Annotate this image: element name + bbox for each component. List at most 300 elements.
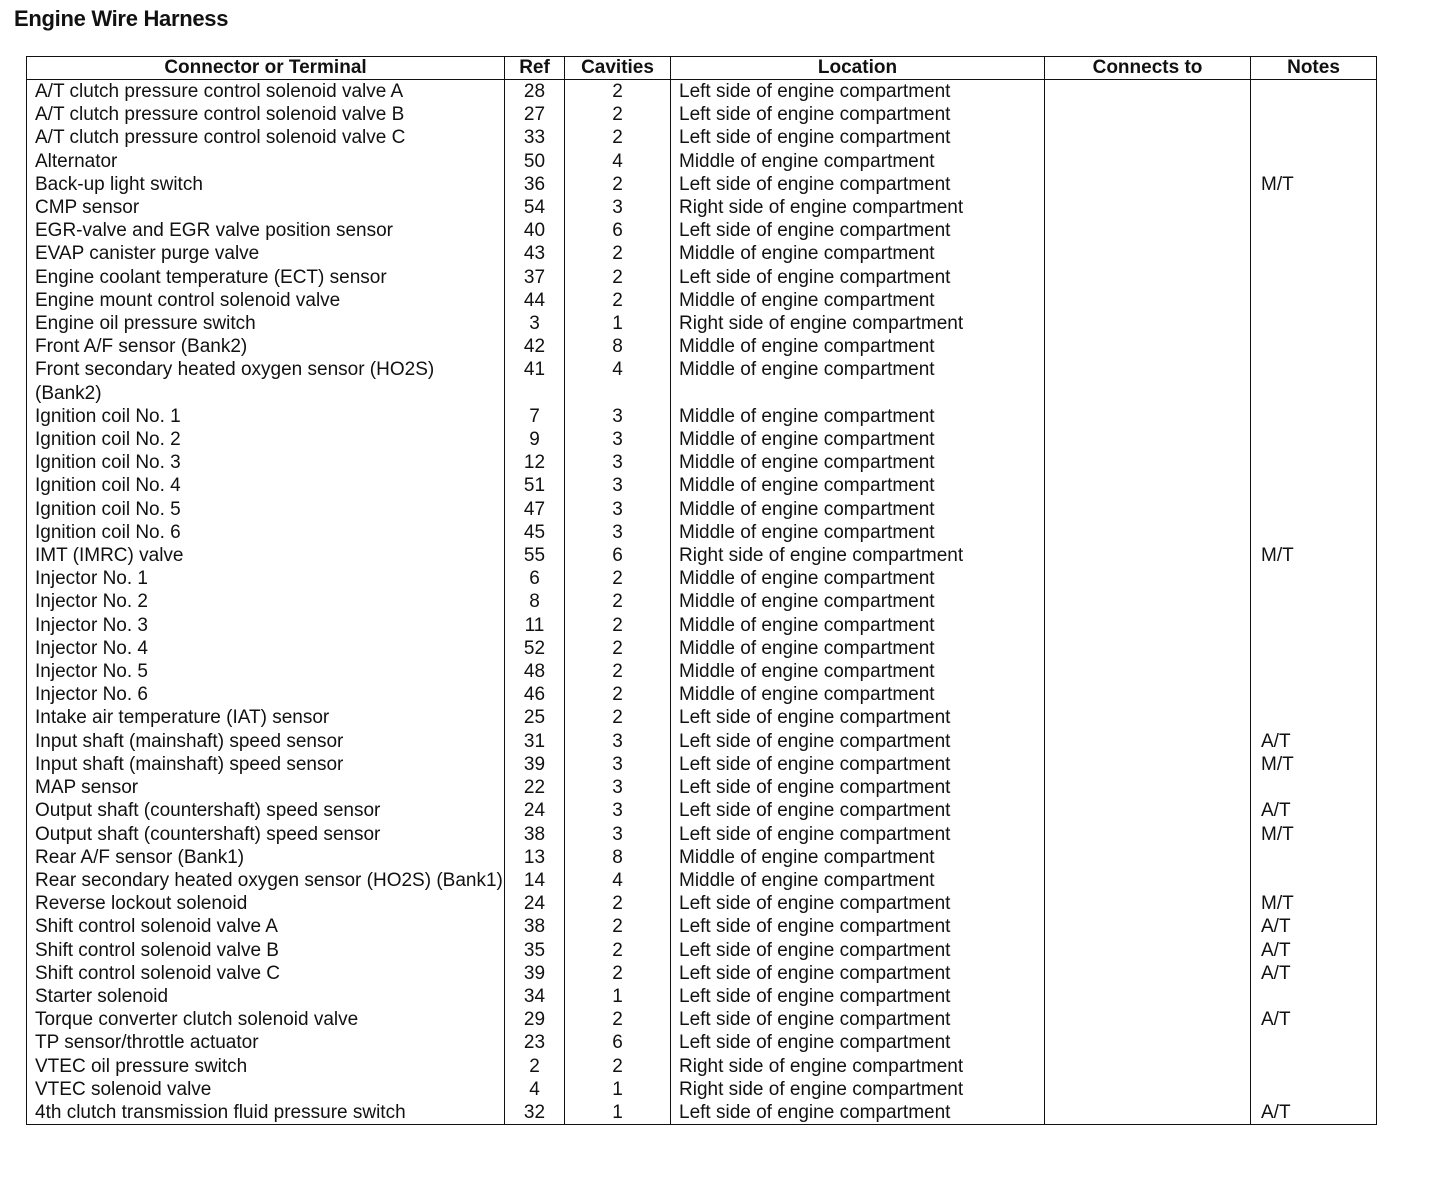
cell-connector: Front secondary heated oxygen sensor (HO2S) (Bank2) xyxy=(27,358,505,404)
cell-connects-to xyxy=(1045,799,1251,822)
cell-location: Right side of engine compartment xyxy=(671,1055,1045,1078)
cell-notes: A/T xyxy=(1251,962,1377,985)
cell-connector: Ignition coil No. 5 xyxy=(27,498,505,521)
cell-location: Left side of engine compartment xyxy=(671,962,1045,985)
cell-notes xyxy=(1251,242,1377,265)
cell-cavities: 4 xyxy=(565,150,671,173)
cell-location: Left side of engine compartment xyxy=(671,219,1045,242)
cell-notes xyxy=(1251,196,1377,219)
cell-connects-to xyxy=(1045,80,1251,104)
cell-ref: 27 xyxy=(505,103,565,126)
cell-notes: M/T xyxy=(1251,173,1377,196)
cell-connector: VTEC oil pressure switch xyxy=(27,1055,505,1078)
cell-connector: Injector No. 3 xyxy=(27,614,505,637)
cell-location: Middle of engine compartment xyxy=(671,335,1045,358)
cell-notes xyxy=(1251,219,1377,242)
cell-connects-to xyxy=(1045,985,1251,1008)
table-row xyxy=(27,753,1377,776)
cell-cavities: 2 xyxy=(565,1055,671,1078)
cell-connector: Shift control solenoid valve C xyxy=(27,962,505,985)
cell-location: Right side of engine compartment xyxy=(671,1078,1045,1101)
cell-cavities: 2 xyxy=(565,242,671,265)
cell-connects-to xyxy=(1045,614,1251,637)
cell-location: Middle of engine compartment xyxy=(671,451,1045,474)
table-row xyxy=(27,637,1377,660)
cell-notes: A/T xyxy=(1251,799,1377,822)
cell-connector: Reverse lockout solenoid xyxy=(27,892,505,915)
cell-connector: Injector No. 1 xyxy=(27,567,505,590)
cell-connector: IMT (IMRC) valve xyxy=(27,544,505,567)
cell-connector: A/T clutch pressure control solenoid valve C xyxy=(27,126,505,149)
header-row xyxy=(27,57,1377,80)
cell-location: Left side of engine compartment xyxy=(671,706,1045,729)
cell-connector: TP sensor/throttle actuator xyxy=(27,1031,505,1054)
cell-connects-to xyxy=(1045,451,1251,474)
table-header xyxy=(27,57,1377,80)
cell-connector: EVAP canister purge valve xyxy=(27,242,505,265)
table-row xyxy=(27,660,1377,683)
table-row xyxy=(27,939,1377,962)
cell-location: Left side of engine compartment xyxy=(671,939,1045,962)
cell-ref: 54 xyxy=(505,196,565,219)
cell-location: Left side of engine compartment xyxy=(671,266,1045,289)
cell-notes xyxy=(1251,103,1377,126)
cell-cavities: 3 xyxy=(565,730,671,753)
cell-ref: 25 xyxy=(505,706,565,729)
cell-connects-to xyxy=(1045,289,1251,312)
table-row xyxy=(27,358,1377,404)
table-row xyxy=(27,614,1377,637)
table-row xyxy=(27,730,1377,753)
cell-cavities: 2 xyxy=(565,266,671,289)
cell-cavities: 2 xyxy=(565,173,671,196)
cell-notes xyxy=(1251,451,1377,474)
cell-connector: Input shaft (mainshaft) speed sensor xyxy=(27,753,505,776)
cell-location: Middle of engine compartment xyxy=(671,150,1045,173)
cell-ref: 51 xyxy=(505,474,565,497)
cell-connects-to xyxy=(1045,358,1251,404)
cell-location: Left side of engine compartment xyxy=(671,776,1045,799)
cell-connects-to xyxy=(1045,962,1251,985)
cell-ref: 2 xyxy=(505,1055,565,1078)
cell-notes xyxy=(1251,428,1377,451)
cell-connects-to xyxy=(1045,660,1251,683)
cell-connector: A/T clutch pressure control solenoid valve A xyxy=(27,80,505,104)
cell-connector: Injector No. 2 xyxy=(27,590,505,613)
cell-location: Middle of engine compartment xyxy=(671,498,1045,521)
cell-notes: M/T xyxy=(1251,823,1377,846)
cell-connector: EGR-valve and EGR valve position sensor xyxy=(27,219,505,242)
cell-notes xyxy=(1251,985,1377,1008)
cell-ref: 48 xyxy=(505,660,565,683)
cell-connects-to xyxy=(1045,196,1251,219)
cell-cavities: 3 xyxy=(565,776,671,799)
cell-connects-to xyxy=(1045,637,1251,660)
cell-connects-to xyxy=(1045,103,1251,126)
cell-connects-to xyxy=(1045,915,1251,938)
cell-ref: 36 xyxy=(505,173,565,196)
cell-location: Middle of engine compartment xyxy=(671,358,1045,404)
cell-location: Middle of engine compartment xyxy=(671,637,1045,660)
table-row xyxy=(27,266,1377,289)
cell-connects-to xyxy=(1045,521,1251,544)
cell-ref: 55 xyxy=(505,544,565,567)
cell-connects-to xyxy=(1045,939,1251,962)
cell-location: Middle of engine compartment xyxy=(671,474,1045,497)
cell-location: Middle of engine compartment xyxy=(671,590,1045,613)
cell-connects-to xyxy=(1045,730,1251,753)
cell-connector: A/T clutch pressure control solenoid valve B xyxy=(27,103,505,126)
table-row xyxy=(27,498,1377,521)
table-row xyxy=(27,1031,1377,1054)
cell-ref: 8 xyxy=(505,590,565,613)
cell-location: Middle of engine compartment xyxy=(671,660,1045,683)
table-row xyxy=(27,962,1377,985)
harness-table xyxy=(26,56,1377,1125)
cell-notes: A/T xyxy=(1251,730,1377,753)
cell-location: Right side of engine compartment xyxy=(671,196,1045,219)
table-row xyxy=(27,1078,1377,1101)
cell-cavities: 2 xyxy=(565,567,671,590)
table-row xyxy=(27,799,1377,822)
cell-notes xyxy=(1251,1055,1377,1078)
cell-notes: M/T xyxy=(1251,892,1377,915)
cell-ref: 50 xyxy=(505,150,565,173)
cell-ref: 52 xyxy=(505,637,565,660)
cell-ref: 24 xyxy=(505,799,565,822)
table-row xyxy=(27,451,1377,474)
cell-notes xyxy=(1251,335,1377,358)
cell-connector: Ignition coil No. 4 xyxy=(27,474,505,497)
cell-connector: Ignition coil No. 6 xyxy=(27,521,505,544)
cell-cavities: 2 xyxy=(565,614,671,637)
cell-location: Middle of engine compartment xyxy=(671,614,1045,637)
table-row xyxy=(27,428,1377,451)
cell-connects-to xyxy=(1045,266,1251,289)
table-row xyxy=(27,289,1377,312)
cell-connects-to xyxy=(1045,428,1251,451)
cell-connects-to xyxy=(1045,1055,1251,1078)
cell-connects-to xyxy=(1045,405,1251,428)
cell-ref: 41 xyxy=(505,358,565,404)
cell-cavities: 8 xyxy=(565,846,671,869)
header-notes: Notes xyxy=(1251,57,1377,80)
cell-connects-to xyxy=(1045,823,1251,846)
cell-connects-to xyxy=(1045,846,1251,869)
table-row xyxy=(27,196,1377,219)
cell-notes xyxy=(1251,521,1377,544)
cell-cavities: 2 xyxy=(565,126,671,149)
cell-ref: 46 xyxy=(505,683,565,706)
cell-ref: 29 xyxy=(505,1008,565,1031)
cell-connects-to xyxy=(1045,126,1251,149)
table-row xyxy=(27,1055,1377,1078)
cell-connector: Engine mount control solenoid valve xyxy=(27,289,505,312)
cell-cavities: 2 xyxy=(565,892,671,915)
header-ref: Ref xyxy=(505,57,565,80)
cell-connector: Ignition coil No. 3 xyxy=(27,451,505,474)
cell-connects-to xyxy=(1045,544,1251,567)
cell-location: Left side of engine compartment xyxy=(671,80,1045,104)
cell-ref: 3 xyxy=(505,312,565,335)
cell-ref: 47 xyxy=(505,498,565,521)
cell-cavities: 2 xyxy=(565,1008,671,1031)
cell-location: Left side of engine compartment xyxy=(671,799,1045,822)
cell-connector: 4th clutch transmission fluid pressure switch xyxy=(27,1101,505,1125)
table-row xyxy=(27,150,1377,173)
cell-location: Left side of engine compartment xyxy=(671,1031,1045,1054)
table-row xyxy=(27,103,1377,126)
cell-notes xyxy=(1251,683,1377,706)
cell-cavities: 3 xyxy=(565,799,671,822)
cell-location: Middle of engine compartment xyxy=(671,869,1045,892)
cell-connector: Rear secondary heated oxygen sensor (HO2S) (Bank1) xyxy=(27,869,505,892)
cell-notes xyxy=(1251,614,1377,637)
cell-ref: 28 xyxy=(505,80,565,104)
cell-cavities: 3 xyxy=(565,753,671,776)
table-row xyxy=(27,80,1377,104)
cell-connector: Back-up light switch xyxy=(27,173,505,196)
cell-location: Left side of engine compartment xyxy=(671,173,1045,196)
table-body xyxy=(27,80,1377,1125)
cell-notes xyxy=(1251,660,1377,683)
cell-connects-to xyxy=(1045,683,1251,706)
cell-connects-to xyxy=(1045,706,1251,729)
cell-connector: Ignition coil No. 2 xyxy=(27,428,505,451)
cell-location: Middle of engine compartment xyxy=(671,428,1045,451)
cell-cavities: 6 xyxy=(565,1031,671,1054)
cell-notes: A/T xyxy=(1251,939,1377,962)
header-location: Location xyxy=(671,57,1045,80)
cell-location: Left side of engine compartment xyxy=(671,823,1045,846)
table-row xyxy=(27,312,1377,335)
cell-connects-to xyxy=(1045,1008,1251,1031)
cell-notes xyxy=(1251,358,1377,404)
cell-notes xyxy=(1251,590,1377,613)
cell-ref: 33 xyxy=(505,126,565,149)
cell-location: Left side of engine compartment xyxy=(671,1101,1045,1125)
cell-ref: 37 xyxy=(505,266,565,289)
cell-notes: M/T xyxy=(1251,544,1377,567)
cell-ref: 40 xyxy=(505,219,565,242)
cell-cavities: 1 xyxy=(565,1101,671,1125)
cell-location: Middle of engine compartment xyxy=(671,289,1045,312)
cell-location: Left side of engine compartment xyxy=(671,730,1045,753)
cell-connects-to xyxy=(1045,335,1251,358)
cell-location: Middle of engine compartment xyxy=(671,846,1045,869)
cell-connector: Shift control solenoid valve A xyxy=(27,915,505,938)
cell-connector: Alternator xyxy=(27,150,505,173)
cell-connector: Intake air temperature (IAT) sensor xyxy=(27,706,505,729)
cell-connector: Rear A/F sensor (Bank1) xyxy=(27,846,505,869)
cell-connector: Engine coolant temperature (ECT) sensor xyxy=(27,266,505,289)
cell-connects-to xyxy=(1045,892,1251,915)
cell-notes xyxy=(1251,706,1377,729)
cell-ref: 43 xyxy=(505,242,565,265)
page-title: Engine Wire Harness xyxy=(14,6,229,31)
cell-connector: Ignition coil No. 1 xyxy=(27,405,505,428)
cell-ref: 31 xyxy=(505,730,565,753)
table-row xyxy=(27,521,1377,544)
cell-ref: 32 xyxy=(505,1101,565,1125)
cell-location: Right side of engine compartment xyxy=(671,544,1045,567)
cell-connects-to xyxy=(1045,312,1251,335)
cell-cavities: 3 xyxy=(565,428,671,451)
table-row xyxy=(27,985,1377,1008)
cell-connector: Starter solenoid xyxy=(27,985,505,1008)
cell-ref: 39 xyxy=(505,962,565,985)
cell-connector: Front A/F sensor (Bank2) xyxy=(27,335,505,358)
cell-cavities: 3 xyxy=(565,823,671,846)
cell-connects-to xyxy=(1045,173,1251,196)
cell-cavities: 2 xyxy=(565,289,671,312)
cell-cavities: 2 xyxy=(565,706,671,729)
cell-notes: A/T xyxy=(1251,1101,1377,1125)
cell-ref: 35 xyxy=(505,939,565,962)
table-row xyxy=(27,474,1377,497)
table-row xyxy=(27,776,1377,799)
table-row xyxy=(27,706,1377,729)
cell-notes xyxy=(1251,1078,1377,1101)
cell-location: Middle of engine compartment xyxy=(671,683,1045,706)
cell-connector: Output shaft (countershaft) speed sensor xyxy=(27,799,505,822)
cell-connects-to xyxy=(1045,242,1251,265)
cell-notes: M/T xyxy=(1251,753,1377,776)
cell-cavities: 2 xyxy=(565,637,671,660)
cell-ref: 23 xyxy=(505,1031,565,1054)
cell-notes xyxy=(1251,289,1377,312)
cell-notes xyxy=(1251,869,1377,892)
cell-connector: CMP sensor xyxy=(27,196,505,219)
cell-ref: 14 xyxy=(505,869,565,892)
cell-notes: A/T xyxy=(1251,1008,1377,1031)
cell-connector: MAP sensor xyxy=(27,776,505,799)
cell-notes: A/T xyxy=(1251,915,1377,938)
cell-connector: Output shaft (countershaft) speed sensor xyxy=(27,823,505,846)
cell-cavities: 3 xyxy=(565,498,671,521)
table-row xyxy=(27,567,1377,590)
cell-ref: 7 xyxy=(505,405,565,428)
table-row xyxy=(27,405,1377,428)
table-row xyxy=(27,823,1377,846)
cell-notes xyxy=(1251,312,1377,335)
cell-cavities: 2 xyxy=(565,962,671,985)
cell-connector: Input shaft (mainshaft) speed sensor xyxy=(27,730,505,753)
cell-ref: 38 xyxy=(505,823,565,846)
cell-notes xyxy=(1251,567,1377,590)
header-connector: Connector or Terminal xyxy=(27,57,505,80)
cell-connector: Torque converter clutch solenoid valve xyxy=(27,1008,505,1031)
cell-ref: 42 xyxy=(505,335,565,358)
cell-ref: 13 xyxy=(505,846,565,869)
cell-cavities: 1 xyxy=(565,312,671,335)
cell-cavities: 3 xyxy=(565,521,671,544)
cell-ref: 39 xyxy=(505,753,565,776)
cell-location: Left side of engine compartment xyxy=(671,985,1045,1008)
cell-connects-to xyxy=(1045,1101,1251,1125)
cell-ref: 22 xyxy=(505,776,565,799)
cell-ref: 38 xyxy=(505,915,565,938)
cell-cavities: 2 xyxy=(565,103,671,126)
cell-connector: VTEC solenoid valve xyxy=(27,1078,505,1101)
cell-notes xyxy=(1251,266,1377,289)
cell-notes xyxy=(1251,126,1377,149)
cell-connects-to xyxy=(1045,869,1251,892)
cell-location: Left side of engine compartment xyxy=(671,103,1045,126)
cell-ref: 12 xyxy=(505,451,565,474)
cell-cavities: 6 xyxy=(565,544,671,567)
table-row xyxy=(27,915,1377,938)
cell-cavities: 3 xyxy=(565,451,671,474)
table-row xyxy=(27,892,1377,915)
cell-location: Middle of engine compartment xyxy=(671,405,1045,428)
cell-notes xyxy=(1251,80,1377,104)
cell-notes xyxy=(1251,1031,1377,1054)
header-connects-to: Connects to xyxy=(1045,57,1251,80)
cell-ref: 34 xyxy=(505,985,565,1008)
cell-cavities: 3 xyxy=(565,474,671,497)
cell-location: Left side of engine compartment xyxy=(671,1008,1045,1031)
cell-connects-to xyxy=(1045,753,1251,776)
cell-ref: 11 xyxy=(505,614,565,637)
cell-cavities: 2 xyxy=(565,80,671,104)
table-row xyxy=(27,219,1377,242)
cell-connects-to xyxy=(1045,474,1251,497)
cell-ref: 44 xyxy=(505,289,565,312)
cell-connector: Injector No. 4 xyxy=(27,637,505,660)
cell-notes xyxy=(1251,637,1377,660)
cell-ref: 4 xyxy=(505,1078,565,1101)
cell-ref: 6 xyxy=(505,567,565,590)
cell-connects-to xyxy=(1045,590,1251,613)
cell-cavities: 4 xyxy=(565,869,671,892)
table-row xyxy=(27,683,1377,706)
cell-ref: 24 xyxy=(505,892,565,915)
table-row xyxy=(27,544,1377,567)
table-row xyxy=(27,869,1377,892)
cell-connects-to xyxy=(1045,150,1251,173)
cell-cavities: 3 xyxy=(565,196,671,219)
cell-notes xyxy=(1251,150,1377,173)
cell-connects-to xyxy=(1045,219,1251,242)
table-row xyxy=(27,126,1377,149)
cell-cavities: 6 xyxy=(565,219,671,242)
cell-connector: Injector No. 5 xyxy=(27,660,505,683)
cell-connector: Shift control solenoid valve B xyxy=(27,939,505,962)
cell-cavities: 2 xyxy=(565,660,671,683)
cell-connects-to xyxy=(1045,776,1251,799)
cell-location: Left side of engine compartment xyxy=(671,892,1045,915)
cell-location: Left side of engine compartment xyxy=(671,753,1045,776)
cell-connects-to xyxy=(1045,498,1251,521)
table-row xyxy=(27,1008,1377,1031)
cell-cavities: 2 xyxy=(565,939,671,962)
cell-cavities: 3 xyxy=(565,405,671,428)
cell-notes xyxy=(1251,474,1377,497)
table-row xyxy=(27,590,1377,613)
cell-connects-to xyxy=(1045,567,1251,590)
cell-location: Middle of engine compartment xyxy=(671,521,1045,544)
cell-connector: Engine oil pressure switch xyxy=(27,312,505,335)
cell-cavities: 2 xyxy=(565,683,671,706)
table-row xyxy=(27,242,1377,265)
table-row xyxy=(27,846,1377,869)
cell-notes xyxy=(1251,776,1377,799)
cell-location: Left side of engine compartment xyxy=(671,915,1045,938)
cell-location: Right side of engine compartment xyxy=(671,312,1045,335)
cell-ref: 9 xyxy=(505,428,565,451)
cell-location: Left side of engine compartment xyxy=(671,126,1045,149)
